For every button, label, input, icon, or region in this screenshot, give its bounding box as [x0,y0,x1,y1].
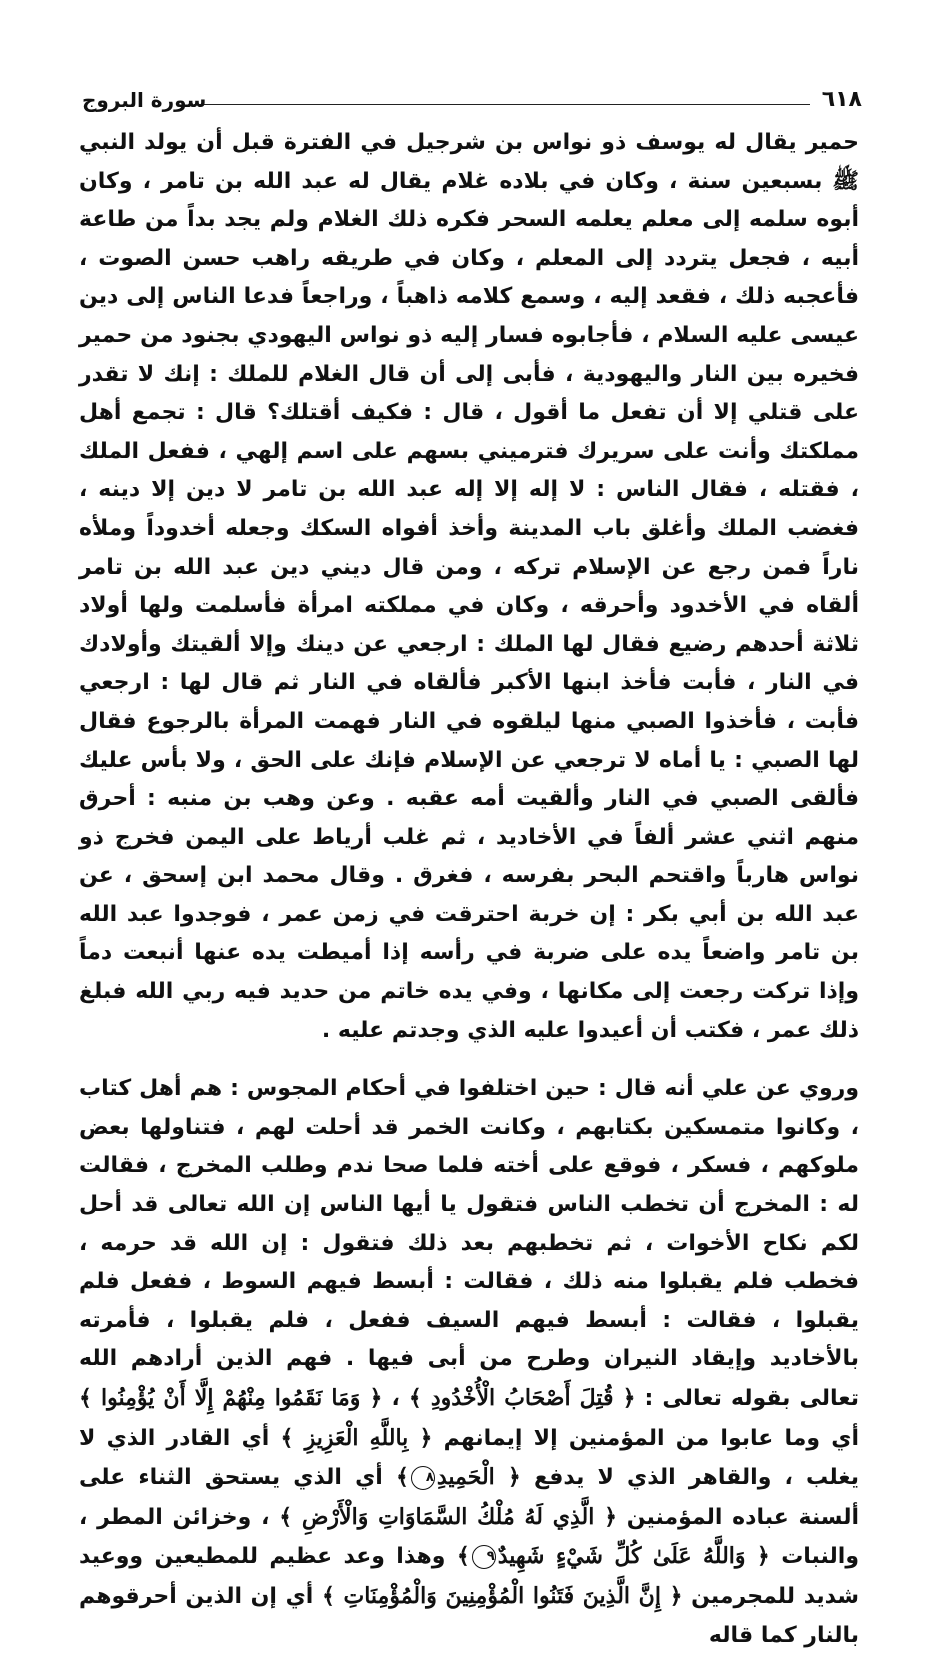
quran-verse: ﴿ الْحَمِيدِ [436,1464,521,1491]
quran-verse: ﴿ وَمَا نَقَمُوا مِنْهُمْ إِلَّا أَنْ يُؤْمِنُوا ﴾ [79,1385,383,1411]
body-text: ، [382,1386,409,1411]
page-body [79,124,859,1655]
quran-verse: ﴿ إِنَّ الَّذِينَ فَتَنُوا الْمُؤْمِنِينَ وَالْمُؤْمِنَاتِ ﴾ [321,1582,683,1609]
quran-verse: ﴿ قُتِلَ أَصْحَابُ الْأُخْدُودِ ﴾ [408,1385,636,1411]
header-rule [194,104,810,105]
body-text: ، وخزائن المطر ، والنبات [79,1504,859,1570]
body-text: أي وما عابوا من المؤمنين إلا إيمانهم [432,1425,859,1451]
body-text: أي الذي يستحق الثناء على ألسنة عباده المؤمنين [79,1465,859,1530]
paragraph-1 [79,124,859,1050]
ayah-number-marker: ٩ [472,1545,496,1569]
ayah-number-marker: ٨ [411,1466,435,1490]
body-text: أي إن الذين أحرقوهم بالنار كما قاله [79,1583,859,1648]
body-text: وهذا وعد عظيم للمطيعين ووعيد شديد للمجرمين [79,1544,860,1609]
page-number: ٦١٨ [821,87,862,112]
quran-verse: ﴾ [456,1543,470,1570]
quran-verse: ﴿ الَّذِي لَهُ مُلْكُ السَّمَاوَاتِ وَالْأَرْضِ ﴾ [279,1503,617,1530]
quran-verse: ﴿ وَاللَّهُ عَلَىٰ كُلِّ شَيْءٍ شَهِيدٌ [497,1543,770,1570]
surah-title: سورة البروج [82,88,207,112]
page-header [82,86,862,122]
body-text: وروي عن علي أنه قال : حين اختلفوا في أحكام المجوس : هم أهل كتاب ، وكانوا متمسكين بكتابهم ، وكانت الخمر قد أحلت لهم ، فتناولها بعض ملوكهم ، فسكر ، فوقع على أخته فلما صحا ندم وطلب المخرج ، فقالت له : المخرج أن تخطب الناس فتقول يا أيها الناس إن الله تعالى قد أحل لكم نكاح الأخوات ، ثم تخطبهم بعد ذلك فتقول : إن الله قد حرمه ، فخطب فلم يقبلوا منه ذلك ، فقالت : أبسط فيهم السوط ، ففعل فلم يقبلوا ، فقالت : أبسط فيهم السيف ففعل ، فلم يقبلوا ، فأمرته بالأخاديد وإيقاد النيران وطرح من أبى فيها . فهم الذين أرادهم الله تعالى بقوله تعالى : [79,1076,859,1411]
paragraph-2 [79,1070,859,1655]
quran-verse: ﴿ بِاللَّهِ الْعَزِيزِ ﴾ [280,1424,433,1451]
body-text: حمير يقال له يوسف ذو نواس بن شرجيل في الفترة قبل أن يولد النبي ﷺ بسبعين سنة ، وكان في بلاده غلام يقال له عبد الله بن تامر ، وكان أبوه سلمه إلى معلم يعلمه السحر فكره ذلك الغلام ولم يجد بداً من طاعة أبيه ، فجعل يتردد إلى المعلم ، وكان في طريقه راهب حسن الصوت ، فأعجبه ذلك ، فقعد إليه ، وسمع كلامه ذاهباً ، وراجعاً فدعا الناس إلى دين عيسى عليه السلام ، فأجابوه فسار إليه ذو نواس اليهودي بجنود من حمير فخيره بين النار واليهودية ، فأبى إلى أن قال الغلام للملك : إنك لا تقدر على قتلي إلا أن تفعل ما أقول ، قال : فكيف أقتلك؟ قال : تجمع أهل مملكتك وأنت على سريرك فترميني بسهم على اسم إلهي ، ففعل الملك ، فقتله ، فقال الناس : لا إله إلا إله عبد الله بن تامر لا دين إلا دينه ، فغضب الملك وأغلق باب المدينة وأخذ أفواه السكك وجعله أخدوداً وملأه ناراً فمن رجع عن الإسلام تركه ، ومن قال ديني دين عبد الله بن تامر ألقاه في الأخدود وأحرقه ، وكان في مملكته امرأة فأسلمت ولها أولاد ثلاثة أحدهم رضيع فقال لها الملك : ارجعي عن دينك وإلا ألقيتك وأولادك في النار ، فأبت فأخذ ابنها الأكبر فألقاه في النار ثم قال لها : ارجعي فأبت ، فأخذوا الصبي منها ليلقوه في النار فهمت المرأة بالرجوع فقال لها الصبي : يا أماه لا ترجعي عن الإسلام فإنك على الحق ، ولا بأس عليك فألقى الصبي في النار وألقيت أمه عقبه . وعن وهب بن منبه : أحرق منهم اثني عشر ألفاً في الأخاديد ، ثم غلب أرياط على اليمن فخرج ذو نواس هارباً واقتحم البحر بفرسه ، فغرق . وقال محمد ابن إسحق ، عن عبد الله بن أبي بكر : إن خربة احترقت في زمن عمر ، فوجدوا عبد الله بن تامر واضعاً يده على ضربة في رأسه إذا أميطت يده عنها أنبعت دماً وإذا تركت رجعت إلى مكانها ، وفي يده خاتم من حديد فيه ربي الله فبلغ ذلك عمر ، فكتب أن أعيدوا عليه الذي وجدتم عليه . [79,130,859,1043]
body-text: أي القادر الذي لا يغلب ، والقاهر الذي لا يدفع [79,1425,859,1491]
quran-verse: ﴾ [395,1464,409,1491]
